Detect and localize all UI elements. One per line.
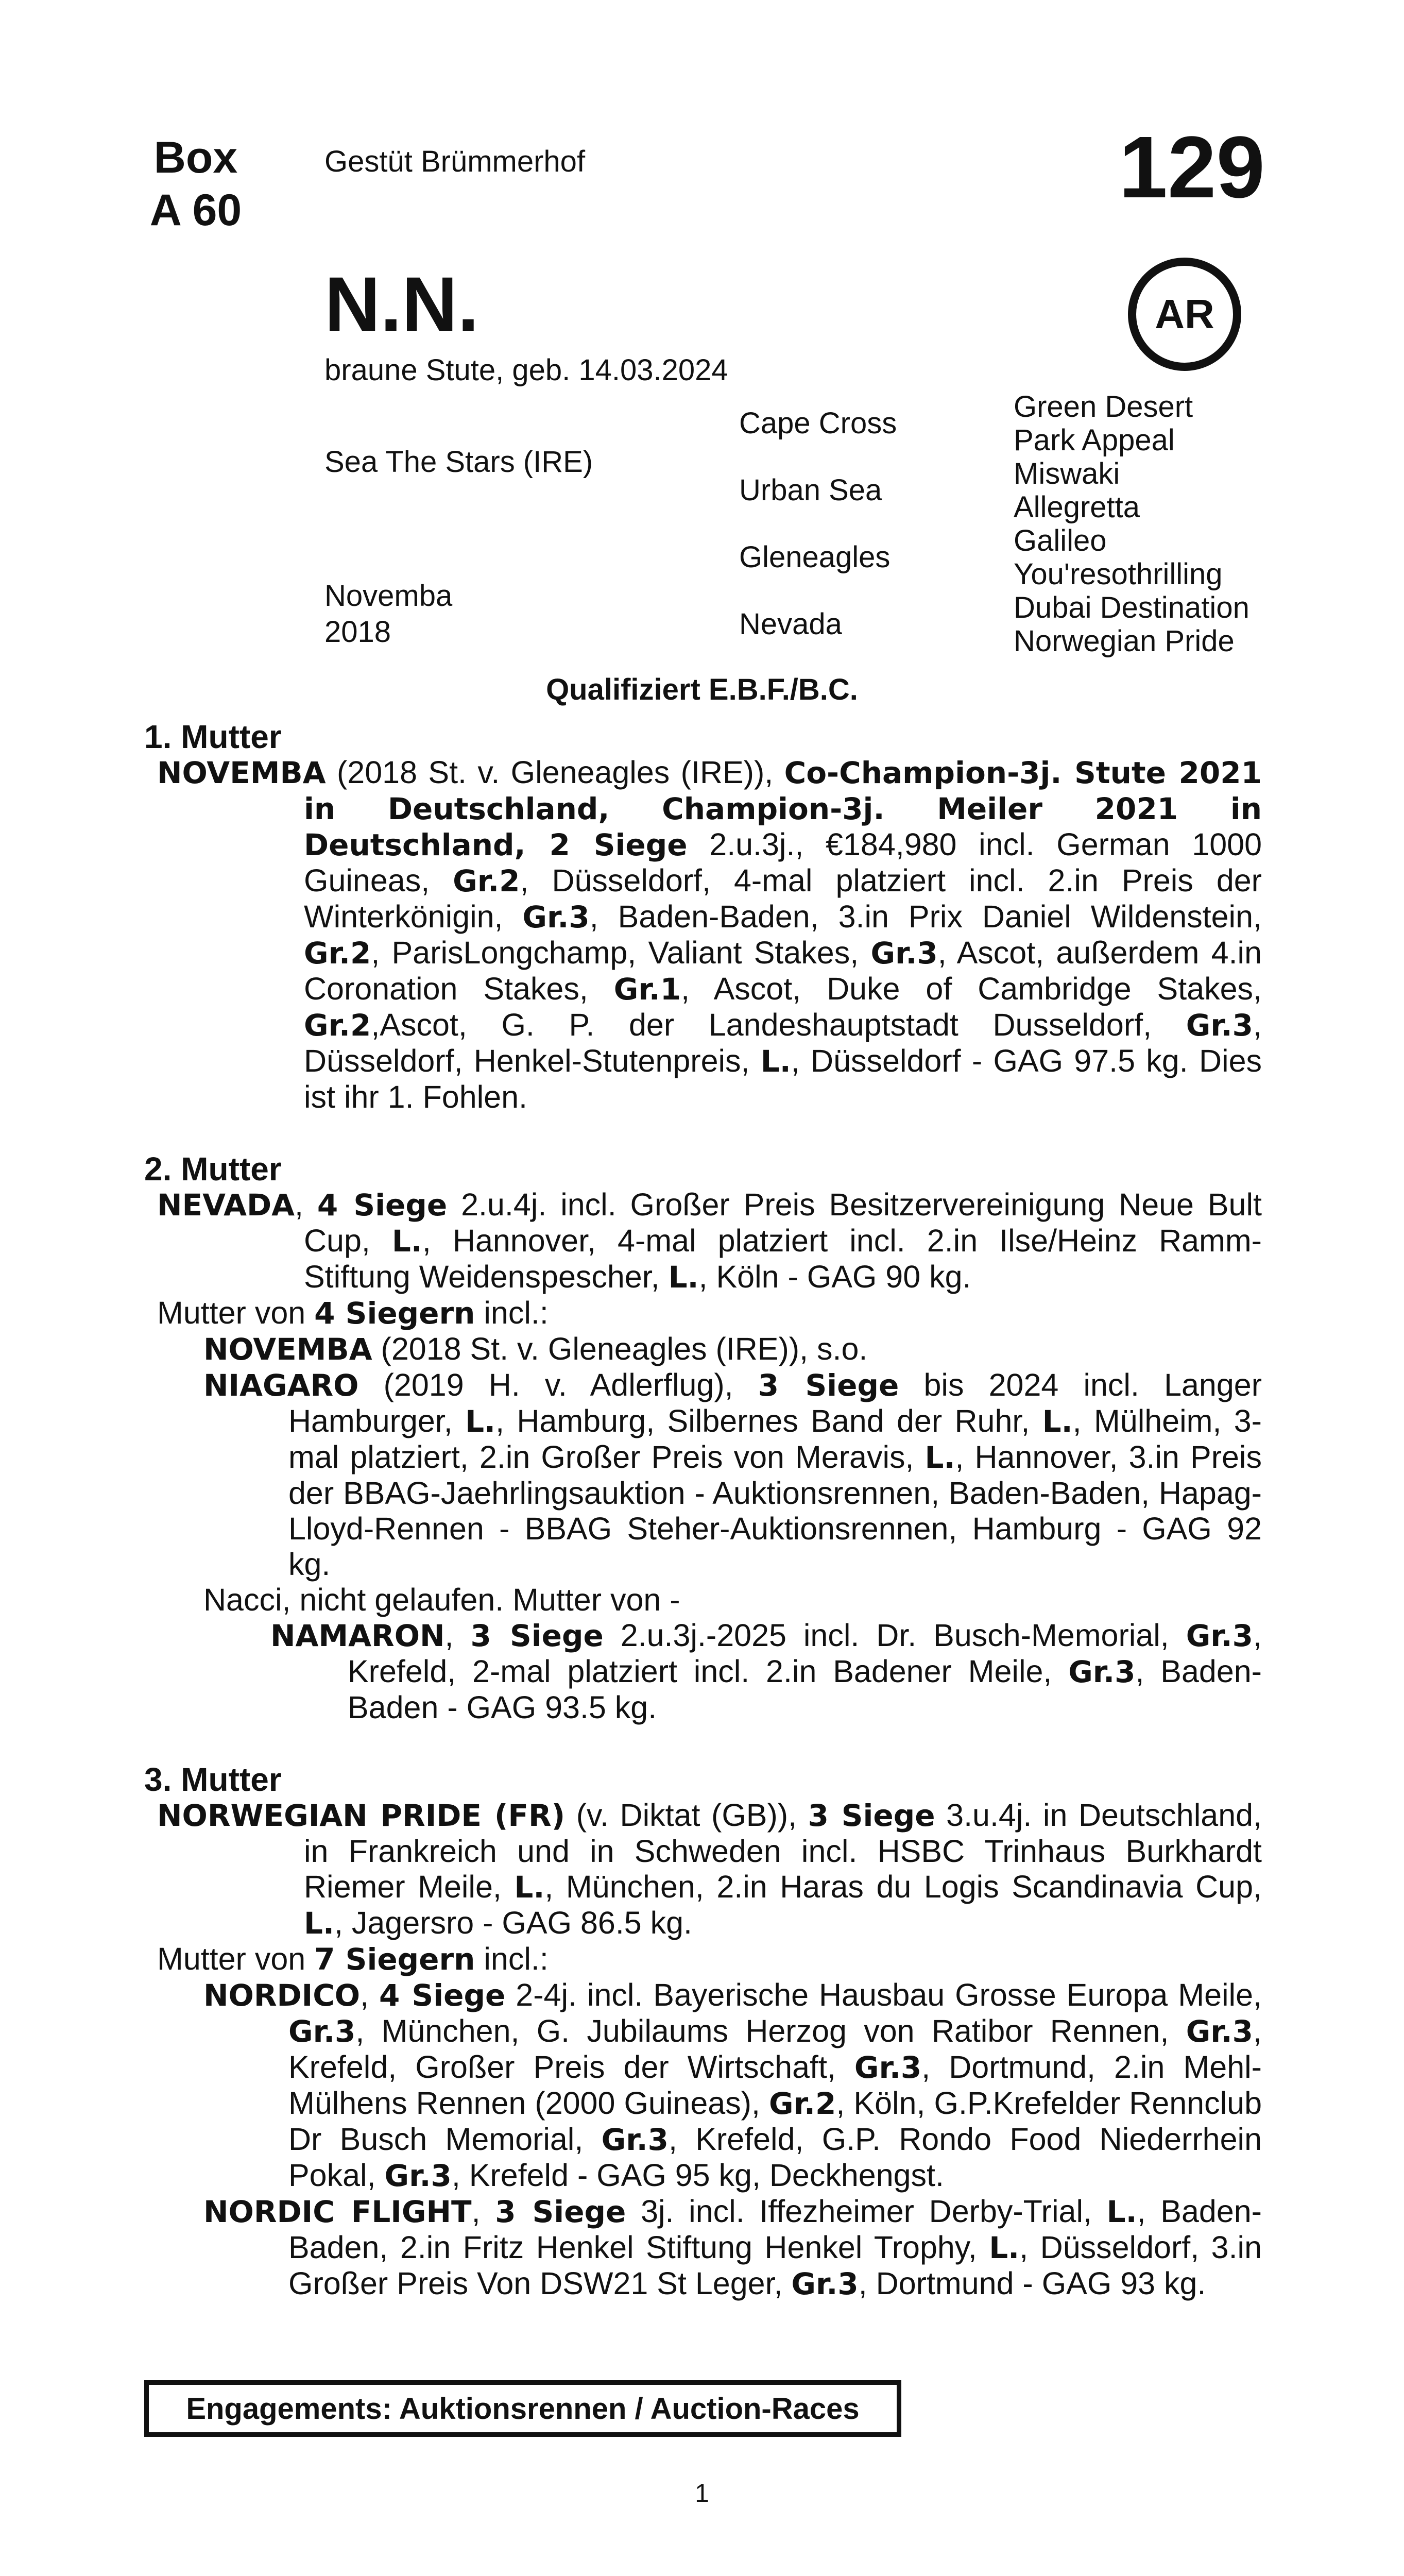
ar-badge	[1128, 258, 1241, 371]
dam2-heading: 2. Mutter	[144, 1150, 282, 1188]
catalog-body	[144, 719, 1262, 2302]
grade: Gr.2	[769, 2086, 836, 2121]
grade: Gr.3	[601, 2122, 669, 2157]
dam3-mother-of	[157, 1941, 1262, 1977]
dam2-mother-of	[157, 1295, 1262, 1331]
text: (v. Diktat (GB)),	[565, 1798, 808, 1833]
offspring-name: NAMARON	[270, 1618, 445, 1653]
text: , Hamburg, Silbernes Band der Ruhr,	[495, 1403, 1042, 1438]
dam2-record	[157, 1187, 1262, 1295]
winners-count: 7 Siegern	[314, 1942, 475, 1977]
box-line1: Box	[153, 133, 238, 182]
grade: Gr.3	[854, 2050, 922, 2085]
engagements-box	[144, 2380, 901, 2437]
offspring-name: NORDICO	[203, 1978, 361, 2013]
dam2-name: NEVADA	[157, 1188, 295, 1223]
text: , München, G. Jubilaums Herzog von Ratibor Rennen,	[355, 2013, 1186, 2048]
text: , Krefeld, G.P. Rondo Food Niederrhein Pokal,	[288, 2122, 1262, 2193]
dam1-heading: 1. Mutter	[144, 718, 282, 755]
offspring-name: NIAGARO	[203, 1368, 359, 1403]
breeder: Gestüt Brümmerhof	[324, 145, 586, 178]
text: 2.u.3j., €184,980 incl. German 1000 Guineas,	[304, 827, 1262, 898]
pedigree-grandparent: Gleneagles	[739, 540, 891, 574]
text: 3.u.4j. in Deutschland, in Frankreich und in Schweden incl. HSBC Trinhaus Burkhardt Riemer Meile,	[304, 1798, 1262, 1904]
wins: 3 Siege	[808, 1798, 935, 1833]
pedigree-great-grandparent: Norwegian Pride	[1014, 624, 1235, 658]
grade: L.	[465, 1404, 496, 1439]
text: (2018 St. v. Gleneagles (IRE)),	[326, 755, 784, 790]
pedigree-great-grandparent: Green Desert	[1014, 390, 1193, 423]
text: 3j. incl. Iffezheimer Derby-Trial,	[626, 2194, 1107, 2229]
grade: L.	[1042, 1404, 1073, 1439]
dam3-offspring-2	[203, 2194, 1262, 2302]
text: (2019 H. v. Adlerflug),	[358, 1367, 758, 1402]
grade: Gr.2	[304, 1008, 371, 1043]
grade: L.	[668, 1260, 699, 1295]
text: , Krefeld, 2-mal platziert incl. 2.in Badener Meile,	[348, 1618, 1262, 1689]
grade: Gr.3	[791, 2266, 859, 2301]
offspring-name: NOVEMBA	[203, 1332, 372, 1367]
text: , Baden-Baden - GAG 93.5 kg.	[348, 1654, 1262, 1725]
text: , Dortmund, 2.in Mehl-Mülhens Rennen (2000 Guineas),	[288, 2049, 1262, 2121]
dam3-record	[157, 1798, 1262, 1941]
grade: Gr.3	[288, 2014, 356, 2049]
text: bis 2024 incl. Langer Hamburger,	[288, 1367, 1262, 1438]
pedigree-dam: Novemba	[324, 579, 453, 613]
text: incl.:	[475, 1295, 549, 1330]
winners-count: 4 Siegern	[314, 1296, 475, 1331]
text: , ParisLongchamp, Valiant Stakes,	[371, 935, 871, 970]
dam1-name: NOVEMBA	[157, 755, 326, 790]
dam3-heading: 3. Mutter	[144, 1761, 282, 1798]
text: , München, 2.in Haras du Logis Scandinavia Cup,	[544, 1869, 1262, 1904]
text: , Köln, G.P.Krefelder Rennclub Dr Busch Memorial,	[288, 2086, 1262, 2157]
text: 2.u.4j. incl. Großer Preis Besitzervereinigung Neue Bult Cup,	[304, 1187, 1262, 1258]
wins: 4 Siege	[379, 1978, 506, 2013]
grade: L.	[989, 2230, 1020, 2265]
grade: Gr.3	[384, 2158, 452, 2193]
pedigree-great-grandparent: Miswaki	[1014, 457, 1120, 490]
text: ,Ascot, G. P. der Landeshauptstadt Dusseldorf,	[371, 1007, 1186, 1042]
pedigree-great-grandparent: Galileo	[1014, 524, 1107, 557]
text: (2018 St. v. Gleneagles (IRE)), s.o.	[372, 1331, 868, 1366]
page-number: 1	[695, 2479, 709, 2507]
grade: L.	[1106, 2194, 1137, 2229]
grade: Gr.1	[613, 972, 681, 1007]
lot-number: 129	[1119, 118, 1265, 216]
wins: 3 Siege	[758, 1368, 899, 1403]
text: 2.u.3j.-2025 incl. Dr. Busch-Memorial,	[603, 1618, 1186, 1653]
text: , Baden-Baden, 3.in Prix Daniel Wildenstein,	[589, 899, 1262, 934]
pedigree-grandparent: Cape Cross	[739, 406, 897, 440]
dam2-offspring-2	[203, 1367, 1262, 1582]
grade: L.	[391, 1224, 422, 1259]
horse-name: N.N.	[324, 261, 479, 347]
text: , Hannover, 3.in Preis der BBAG-Jaehrlingsauktion - Auktionsrennen, Baden-Baden, Hapag-Lloyd-Rennen - BBAG Steher-Auktionsrennen, Hamburg - GAG 92 kg.	[288, 1439, 1262, 1582]
text: , Köln - GAG 90 kg.	[698, 1259, 971, 1294]
text: , Ascot, Duke of Cambridge Stakes,	[681, 971, 1262, 1006]
text: , Krefeld, Großer Preis der Wirtschaft,	[288, 2013, 1262, 2084]
wins: 3 Siege	[470, 1618, 604, 1653]
text: , Düsseldorf, 3.in Großer Preis Von DSW21 St Leger,	[288, 2230, 1262, 2301]
grade: L.	[514, 1870, 545, 1905]
text: , Düsseldorf, Henkel-Stutenpreis,	[304, 1007, 1262, 1078]
grade: L.	[760, 1044, 791, 1079]
pedigree-grandparent: Nevada	[739, 607, 842, 641]
pedigree-great-grandparent: You'resothrilling	[1014, 557, 1223, 591]
qualification: Qualifiziert E.B.F./B.C.	[546, 673, 858, 706]
dam3-name: NORWEGIAN PRIDE (FR)	[157, 1798, 566, 1833]
text: incl.:	[475, 1941, 549, 1976]
ar-badge-label: AR	[1155, 291, 1214, 337]
dam3-offspring-1	[203, 1977, 1262, 2194]
dam1-record	[157, 755, 1262, 1115]
grade: L.	[924, 1440, 955, 1475]
dam2-grand-offspring	[270, 1618, 1262, 1725]
pedigree-great-grandparent: Allegretta	[1014, 490, 1140, 524]
text: ,	[295, 1187, 317, 1222]
pedigree-grandparent: Urban Sea	[739, 473, 882, 507]
text: , Hannover, 4-mal platziert incl. 2.in Ilse/Heinz Ramm-Stiftung Weidenspescher,	[304, 1223, 1262, 1294]
text: ,	[471, 2194, 495, 2229]
grade: Gr.3	[1186, 2014, 1254, 2049]
text: Mutter von	[157, 1295, 315, 1330]
text: , Düsseldorf, 4-mal platziert incl. 2.in Preis der Winterkönigin,	[304, 863, 1262, 934]
text: ,	[444, 1618, 471, 1653]
grade: Gr.2	[304, 936, 371, 971]
box-line2: A 60	[149, 185, 242, 235]
text: , Krefeld - GAG 95 kg, Deckhengst.	[451, 2158, 944, 2193]
pedigree-great-grandparent: Dubai Destination	[1014, 591, 1249, 624]
offspring-name: NORDIC FLIGHT	[203, 2194, 472, 2229]
wins: 4 Siege	[317, 1188, 448, 1223]
pedigree-dam-year: 2018	[324, 615, 391, 649]
dam1-champion: Co-Champion-3j. Stute 2021 in Deutschland, Champion-3j. Meiler 2021 in Deutschland, 2 Siege	[304, 755, 1262, 862]
grade: Gr.3	[870, 936, 938, 971]
box-label	[144, 131, 247, 236]
text: , Jagersro - GAG 86.5 kg.	[334, 1905, 693, 1940]
text: , Düsseldorf - GAG 97.5 kg. Dies ist ihr 1. Fohlen.	[304, 1043, 1262, 1114]
text: 2-4j. incl. Bayerische Hausbau Grosse Europa Meile,	[505, 1977, 1262, 2012]
grade: Gr.3	[522, 900, 590, 935]
engagements-label: Engagements: Auktionsrennen / Auction-Races	[186, 2392, 860, 2426]
grade: Gr.2	[453, 863, 520, 899]
text: ,	[360, 1977, 379, 2012]
grade: Gr.3	[1186, 1008, 1254, 1043]
pedigree-great-grandparent: Park Appeal	[1014, 423, 1175, 457]
grade: Gr.3	[1068, 1654, 1136, 1689]
text: , Mülheim, 3-mal platziert, 2.in Großer Preis von Meravis,	[288, 1403, 1262, 1475]
dam2-offspring-1	[203, 1331, 1262, 1367]
text: , Baden-Baden, 2.in Fritz Henkel Stiftung Henkel Trophy,	[288, 2194, 1262, 2265]
text: Mutter von	[157, 1941, 315, 1976]
grade: L.	[304, 1906, 334, 1941]
wins: 3 Siege	[495, 2194, 626, 2229]
dam2-nacci: Nacci, nicht gelaufen. Mutter von -	[203, 1582, 680, 1617]
text: , Ascot, außerdem 4.in Coronation Stakes,	[304, 935, 1262, 1006]
horse-description: braune Stute, geb. 14.03.2024	[324, 353, 728, 387]
pedigree-sire: Sea The Stars (IRE)	[324, 445, 593, 479]
grade: Gr.3	[1186, 1618, 1254, 1653]
text: , Dortmund - GAG 93 kg.	[858, 2266, 1206, 2301]
